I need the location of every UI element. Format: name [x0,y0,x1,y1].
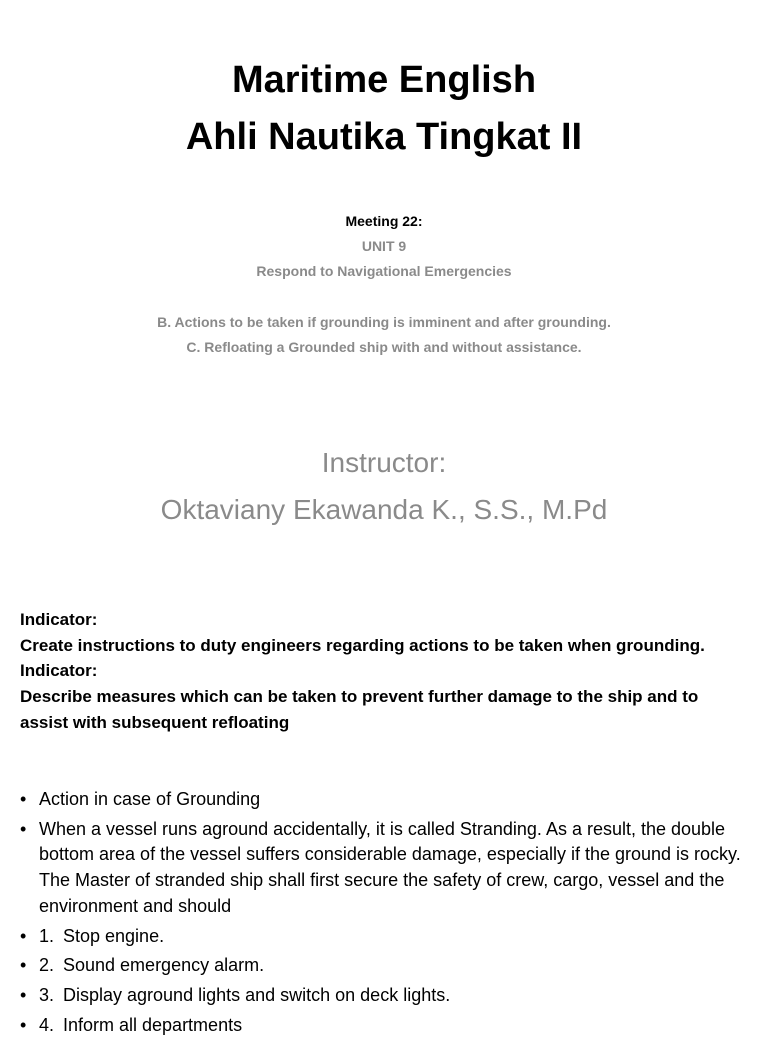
list-item-text: Display aground lights and switch on deck lights. [63,984,451,1005]
list-item [20,953,745,979]
bullet-list [20,787,745,1042]
unit-topic: Respond to Navigational Emergencies [256,263,512,279]
unit-label: UNIT 9 [361,238,407,254]
bullet-icon: • [20,1014,27,1035]
bullet-icon: • [20,789,27,809]
bullet-icon: • [20,818,27,839]
bullet-icon: • [20,955,27,976]
list-item-text: Action in case of Grounding [39,789,261,809]
instructor-name: Oktaviany Ekawanda K., S.S., M.Pd [160,494,608,525]
list-item [20,817,745,920]
list-item [20,787,745,813]
indicator-label-2: Indicator: [20,661,98,681]
list-item-text: Inform all departments [63,1014,243,1035]
indicator-text-2: Describe measures which can be taken to prevent further damage to the ship and to assist with subsequent refloating [20,687,699,732]
list-item-number: 4. [39,1014,55,1035]
list-item [20,1013,745,1039]
list-item-text: Stop engine. [63,925,165,946]
list-item-number: 2. [39,955,55,976]
list-item [20,924,745,950]
meeting-label: Meeting 22: [345,213,423,229]
topic-item-b: B. Actions to be taken if grounding is imminent and after grounding. [157,314,611,330]
indicator-section [20,607,750,736]
instructor-label: Instructor: [321,447,447,478]
list-item-number: 1. [39,925,55,946]
list-item-text: When a vessel runs aground accidentally, it is called Stranding. As a result, the double bottom area of the vessel suffers considerable damage, especially if the ground is rocky. The Master of stranded ship shall first secure the safety of crew, cargo, vessel and the environment and should [39,818,741,916]
indicator-text-1: Create instructions to duty engineers regarding actions to be taken when grounding. [20,635,705,655]
title-line-2: Ahli Nautika Tingkat II [185,116,583,158]
title-line-1: Maritime English [231,59,537,101]
bullet-icon: • [20,984,27,1005]
list-item-number: 3. [39,984,55,1005]
indicator-label-1: Indicator: [20,610,98,629]
list-item [20,983,745,1009]
bullet-icon: • [20,925,27,946]
topic-item-c: C. Refloating a Grounded ship with and without assistance. [186,339,582,355]
list-item-text: Sound emergency alarm. [63,955,265,976]
page-title [0,52,768,166]
